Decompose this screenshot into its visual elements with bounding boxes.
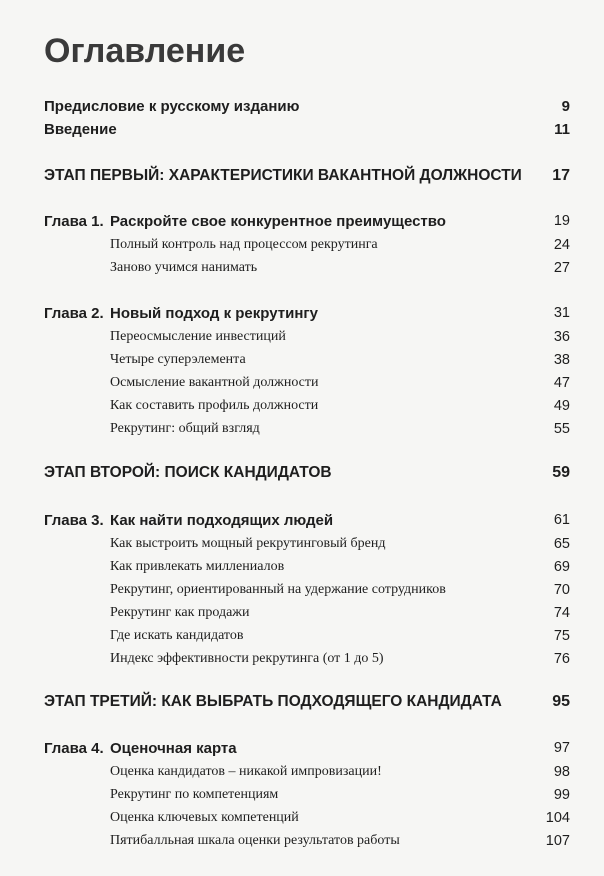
section-page: 99 — [553, 787, 570, 803]
stage-page: 59 — [552, 464, 570, 481]
chapter-title: Оценочная карта — [110, 740, 237, 757]
section-page: 98 — [553, 764, 570, 780]
toc-section[interactable] — [0, 833, 604, 855]
chapter-number: Глава 4. — [44, 740, 104, 757]
chapter-page: 19 — [553, 213, 570, 229]
toc-section[interactable] — [0, 375, 604, 397]
chapter-title: Раскройте свое конкурентное преимущество — [110, 213, 446, 230]
toc-stage-1[interactable] — [0, 167, 604, 189]
stage-page: 95 — [552, 693, 570, 710]
section-page: 55 — [553, 421, 570, 437]
chapter-page: 31 — [553, 305, 570, 321]
entry-label: Предисловие к русскому изданию — [44, 98, 300, 115]
section-label: Как привлекать миллениалов — [110, 559, 285, 574]
section-label: Как выстроить мощный рекрутинговый бренд — [110, 536, 386, 551]
section-label: Рекрутинг по компетенциям — [110, 787, 279, 802]
toc-stage-2[interactable] — [0, 464, 604, 486]
toc-section[interactable] — [0, 582, 604, 604]
section-label: Полный контроль над процессом рекрутинга — [110, 237, 378, 252]
stage-label: ЭТАП ТРЕТИЙ: КАК ВЫБРАТЬ ПОДХОДЯЩЕГО КАНДИДАТА — [44, 693, 502, 710]
toc-section[interactable] — [0, 628, 604, 650]
section-page: 27 — [553, 260, 570, 276]
chapter-heading — [44, 305, 318, 322]
toc-section[interactable] — [0, 398, 604, 420]
section-page: 75 — [553, 628, 570, 644]
entry-label: Введение — [44, 121, 117, 138]
toc-section[interactable] — [0, 421, 604, 443]
section-label: Где искать кандидатов — [110, 628, 244, 643]
chapter-number: Глава 1. — [44, 213, 104, 230]
entry-page: 11 — [554, 121, 570, 138]
section-page: 107 — [545, 833, 570, 849]
toc-section[interactable] — [0, 536, 604, 558]
section-page: 69 — [553, 559, 570, 575]
section-label: Переосмысление инвестиций — [110, 329, 286, 344]
stage-label: ЭТАП ПЕРВЫЙ: ХАРАКТЕРИСТИКИ ВАКАНТНОЙ ДОЛЖНОСТИ — [44, 167, 522, 184]
section-page: 76 — [553, 651, 570, 667]
toc-chapter-3[interactable] — [0, 512, 604, 534]
section-page: 74 — [553, 605, 570, 621]
toc-chapter-2[interactable] — [0, 305, 604, 327]
section-label: Рекрутинг как продажи — [110, 605, 250, 620]
page-title: Оглавление — [44, 32, 246, 70]
section-page: 65 — [553, 536, 570, 552]
toc-stage-3[interactable] — [0, 693, 604, 715]
stage-label: ЭТАП ВТОРОЙ: ПОИСК КАНДИДАТОВ — [44, 464, 332, 481]
toc-section[interactable] — [0, 559, 604, 581]
section-label: Пятибалльная шкала оценки результатов работы — [110, 833, 400, 848]
section-page: 38 — [553, 352, 570, 368]
section-label: Четыре суперэлемента — [110, 352, 246, 367]
section-page: 104 — [545, 810, 570, 826]
section-label: Рекрутинг: общий взгляд — [110, 421, 260, 436]
section-label: Оценка кандидатов – никакой импровизации! — [110, 764, 382, 779]
section-label: Рекрутинг, ориентированный на удержание сотрудников — [110, 582, 446, 597]
toc-section[interactable] — [0, 764, 604, 786]
section-page: 47 — [553, 375, 570, 391]
toc-chapter-4[interactable] — [0, 740, 604, 762]
chapter-heading — [44, 213, 446, 230]
toc-chapter-1[interactable] — [0, 213, 604, 235]
toc-section[interactable] — [0, 260, 604, 282]
section-label: Оценка ключевых компетенций — [110, 810, 299, 825]
toc-entry-preface[interactable] — [0, 98, 604, 120]
section-page: 24 — [553, 237, 570, 253]
toc-section[interactable] — [0, 605, 604, 627]
chapter-title: Новый подход к рекрутингу — [110, 305, 318, 322]
chapter-number: Глава 2. — [44, 305, 104, 322]
toc-section[interactable] — [0, 237, 604, 259]
section-label: Осмысление вакантной должности — [110, 375, 319, 390]
chapter-title: Как найти подходящих людей — [110, 512, 334, 529]
section-label: Индекс эффективности рекрутинга (от 1 до 5) — [110, 651, 384, 666]
toc-section[interactable] — [0, 352, 604, 374]
toc-entry-introduction[interactable] — [0, 121, 604, 143]
section-page: 36 — [553, 329, 570, 345]
entry-page: 9 — [561, 98, 570, 115]
toc-section[interactable] — [0, 787, 604, 809]
stage-page: 17 — [552, 167, 570, 184]
section-page: 70 — [553, 582, 570, 598]
chapter-page: 61 — [553, 512, 570, 528]
section-label: Как составить профиль должности — [110, 398, 319, 413]
chapter-page: 97 — [553, 740, 570, 756]
toc-section[interactable] — [0, 810, 604, 832]
toc-section[interactable] — [0, 651, 604, 673]
chapter-heading — [44, 512, 333, 529]
chapter-heading — [44, 740, 237, 757]
chapter-number: Глава 3. — [44, 512, 104, 529]
section-label: Заново учимся нанимать — [110, 260, 258, 275]
section-page: 49 — [553, 398, 570, 414]
toc-section[interactable] — [0, 329, 604, 351]
